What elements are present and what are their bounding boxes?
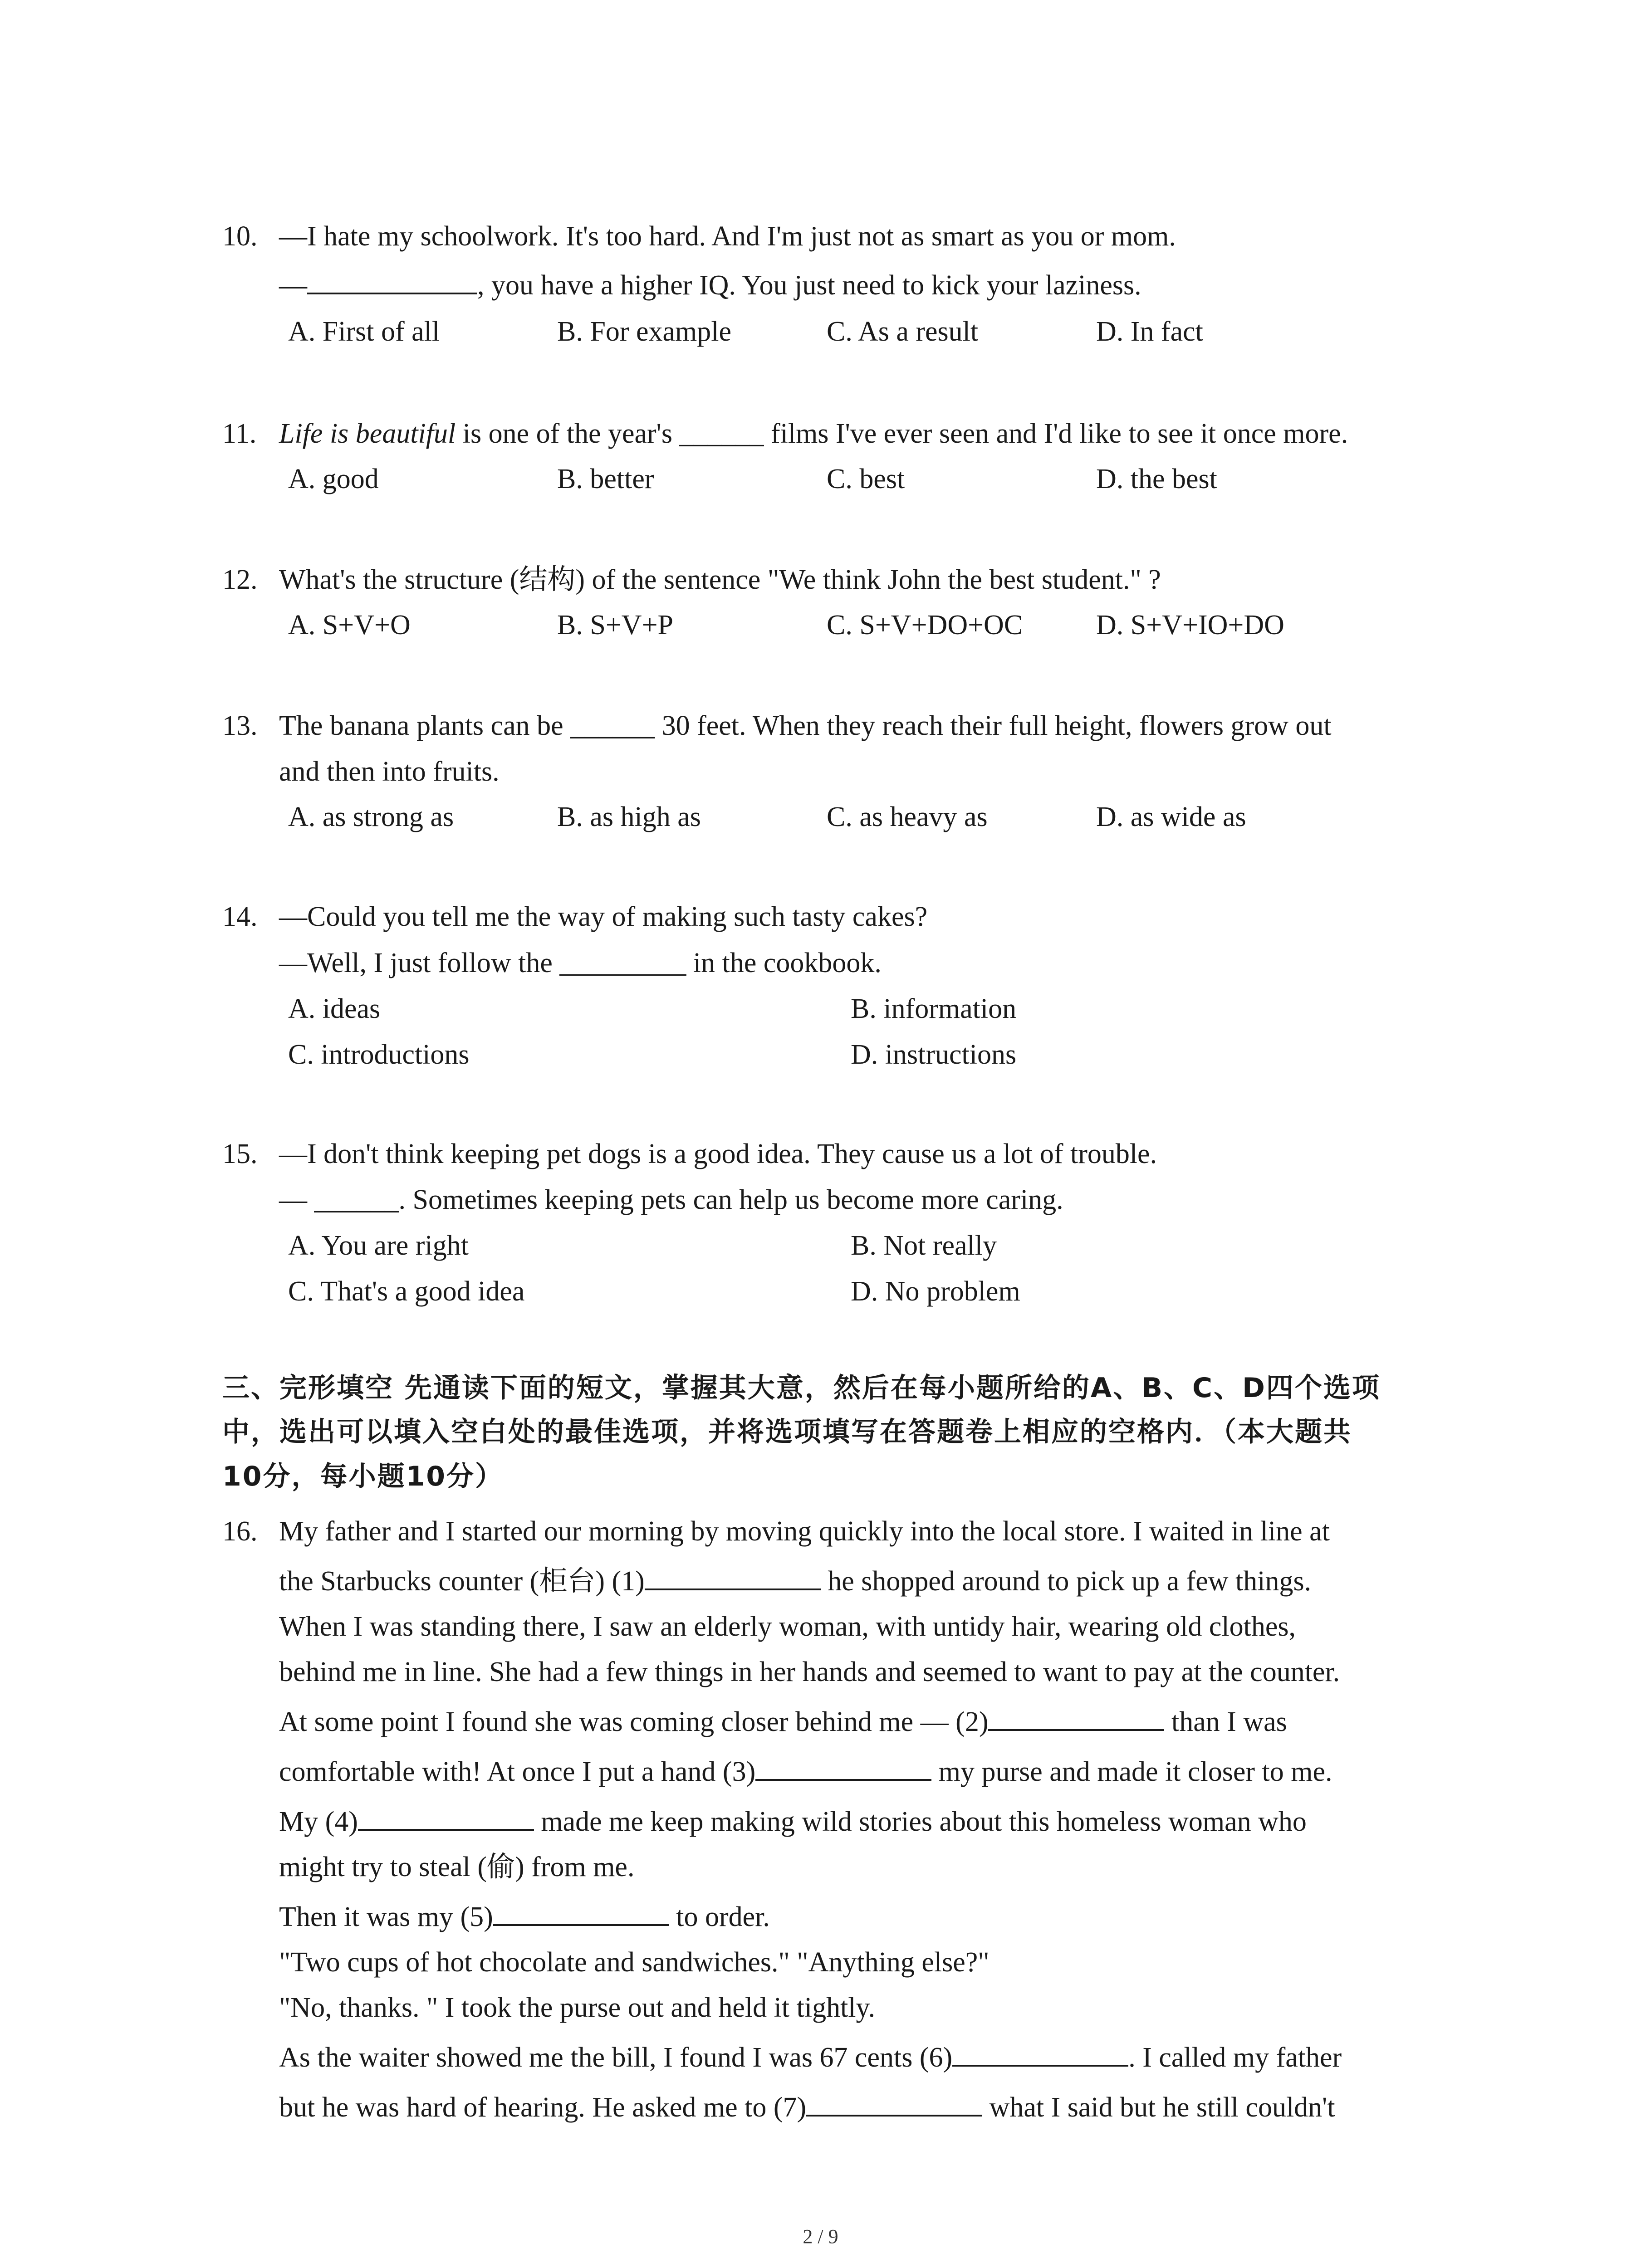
option-c: C. introductions (288, 1039, 470, 1070)
question-12-number: 12. (222, 564, 258, 595)
cloze-blank-3 (755, 1758, 931, 1781)
passage-text: he shopped around to pick up a few things. (820, 1566, 1312, 1597)
section-heading-line-3: 10分，每小题10分） (222, 1461, 504, 1492)
passage-line (279, 1808, 1307, 1836)
passage-text: Then it was my (5) (279, 1901, 493, 1932)
passage-text: made me keep making wild stories about this homeless woman who (534, 1806, 1307, 1837)
question-10-line-1: —I hate my schoolwork. It's too hard. And I'm just not as smart as you or mom. (279, 221, 1176, 252)
passage-line (279, 1517, 1330, 1545)
option-d: D. the best (1096, 464, 1217, 494)
passage-text: to order. (669, 1901, 770, 1932)
passage-line (279, 1658, 1340, 1686)
option-a: A. First of all (288, 316, 440, 347)
question-11-number: 11. (222, 418, 257, 449)
question-14-line-1: —Could you tell me the way of making such tasty cakes? (279, 901, 928, 932)
passage-text: my purse and made it closer to me. (931, 1756, 1332, 1787)
question-14-number: 14. (222, 901, 258, 932)
passage-line (279, 1567, 1311, 1595)
question-10-number: 10. (222, 221, 258, 252)
option-b: B. S+V+P (557, 610, 674, 640)
cloze-blank-2 (988, 1708, 1164, 1731)
passage-text: "No, thanks. " I took the purse out and held it tightly. (279, 1992, 875, 2023)
page-number: 2 / 9 (803, 2225, 838, 2248)
passage-line (279, 1613, 1296, 1641)
passage-text: "Two cups of hot chocolate and sandwiches." "Anything else?" (279, 1947, 989, 1978)
dash: — (279, 270, 307, 301)
question-15-line-2: — ______. Sometimes keeping pets can help us become more caring. (279, 1184, 1063, 1215)
passage-line (279, 1994, 875, 2022)
passage-text: At some point I found she was coming closer behind me — (2) (279, 1706, 989, 1737)
question-13-line-1: The banana plants can be ______ 30 feet. When they reach their full height, flowers grow out (279, 710, 1332, 741)
option-c: C. S+V+DO+OC (827, 610, 1023, 640)
question-11-text: is one of the year's ______ films I've ever seen and I'd like to see it once more. (456, 418, 1348, 449)
passage-text: My (4) (279, 1806, 358, 1837)
option-d: D. In fact (1096, 316, 1203, 347)
option-d: D. S+V+IO+DO (1096, 610, 1284, 640)
option-c: C. as heavy as (827, 802, 988, 832)
cloze-blank-7 (806, 2094, 982, 2116)
passage-text: but he was hard of hearing. He asked me to (7) (279, 2092, 807, 2123)
passage-text: comfortable with! At once I put a hand (3) (279, 1756, 756, 1787)
option-b: B. information (851, 993, 1017, 1024)
cloze-blank-1 (645, 1568, 821, 1590)
section-heading-line-1: 三、完形填空 先通读下面的短文，掌握其大意，然后在每小题所给的A、B、C、D四个选项 (222, 1372, 1381, 1404)
passage-text: My father and I started our morning by moving quickly into the local store. I waited in line at (279, 1516, 1330, 1547)
option-b: B. better (557, 464, 654, 494)
passage-text: . I called my father (1128, 2042, 1342, 2073)
passage-text: the Starbucks counter (柜台) (1) (279, 1566, 645, 1597)
film-title: Life is beautiful (279, 418, 456, 449)
option-c: C. That's a good idea (288, 1276, 525, 1307)
option-a: A. S+V+O (288, 610, 411, 640)
option-c: C. As a result (827, 316, 979, 347)
passage-line (279, 2043, 1342, 2072)
passage-text: than I was (1164, 1706, 1287, 1737)
passage-text: might try to steal (偷) from me. (279, 1852, 635, 1882)
question-16-number: 16. (222, 1516, 258, 1547)
option-a: A. good (288, 464, 379, 494)
passage-text: When I was standing there, I saw an elderly woman, with untidy hair, wearing old clothes, (279, 1611, 1296, 1642)
cloze-blank-6 (952, 2044, 1128, 2067)
question-12-line-1: What's the structure (结构) of the sentence "We think John the best student." ? (279, 564, 1161, 595)
question-15-line-1: —I don't think keeping pet dogs is a good idea. They cause us a lot of trouble. (279, 1139, 1157, 1169)
option-a: A. as strong as (288, 802, 454, 832)
question-10-line-2 (279, 271, 1141, 299)
passage-line (279, 1903, 770, 1931)
passage-text: behind me in line. She had a few things in her hands and seemed to want to pay at the counter. (279, 1657, 1340, 1687)
passage-line (279, 2093, 1335, 2121)
cloze-blank-4 (358, 1808, 534, 1831)
passage-text: As the waiter showed me the bill, I found I was 67 cents (6) (279, 2042, 953, 2073)
option-c: C. best (827, 464, 905, 494)
question-14-line-2: —Well, I just follow the _________ in the cookbook. (279, 948, 882, 978)
question-13-number: 13. (222, 710, 258, 741)
passage-line (279, 1708, 1287, 1736)
section-heading-line-2: 中，选出可以填入空白处的最佳选项，并将选项填写在答题卷上相应的空格内．（本大题共 (222, 1416, 1352, 1448)
option-a: A. You are right (288, 1230, 469, 1261)
option-d: D. instructions (851, 1039, 1017, 1070)
passage-line (279, 1758, 1332, 1786)
passage-line (279, 1948, 989, 1976)
option-a: A. ideas (288, 993, 381, 1024)
question-13-line-2: and then into fruits. (279, 756, 500, 787)
passage-text: what I said but he still couldn't (982, 2092, 1335, 2123)
option-b: B. Not really (851, 1230, 997, 1261)
option-d: D. as wide as (1096, 802, 1246, 832)
question-15-number: 15. (222, 1139, 258, 1169)
question-10-line-2-text: , you have a higher IQ. You just need to kick your laziness. (477, 270, 1141, 301)
answer-blank (307, 272, 477, 294)
question-11-line-1 (279, 420, 1348, 448)
option-b: B. For example (557, 316, 731, 347)
passage-line (279, 1853, 634, 1881)
cloze-blank-5 (493, 1903, 669, 1926)
option-b: B. as high as (557, 802, 701, 832)
option-d: D. No problem (851, 1276, 1020, 1307)
